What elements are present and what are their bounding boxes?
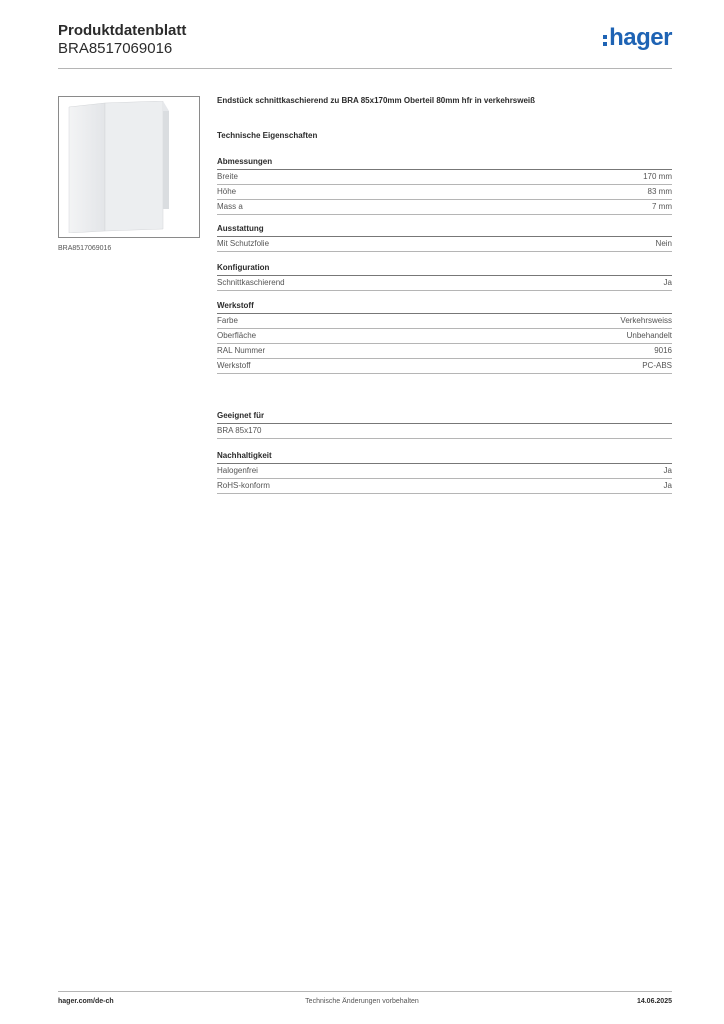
row-label: Mass a: [217, 202, 243, 211]
table-row: [217, 359, 672, 374]
section-title-technical: Technische Eigenschaften: [217, 131, 318, 140]
row-value: Ja: [663, 466, 672, 475]
row-value: 83 mm: [647, 187, 672, 196]
row-value: Ja: [663, 481, 672, 490]
row-label: Breite: [217, 172, 238, 181]
table-row: [217, 185, 672, 200]
row-label: RAL Nummer: [217, 346, 266, 355]
table-row: [217, 314, 672, 329]
document-title: Produktdatenblatt: [58, 22, 187, 39]
table-row: [217, 329, 672, 344]
group-title: Werkstoff: [217, 299, 672, 314]
group-abmessungen: [217, 155, 672, 215]
end-cap-product-icon: [65, 101, 171, 233]
logo-dots-icon: [603, 35, 607, 46]
row-label: Werkstoff: [217, 361, 251, 370]
table-row: [217, 424, 672, 439]
row-label: Höhe: [217, 187, 237, 196]
table-row: [217, 200, 672, 215]
row-label: Farbe: [217, 316, 238, 325]
footer-disclaimer: Technische Änderungen vorbehalten: [305, 998, 419, 1005]
row-value: Ja: [663, 278, 672, 287]
group-title: Nachhaltigkeit: [217, 449, 672, 464]
footer-divider: [58, 991, 672, 992]
row-value: 170 mm: [643, 172, 672, 181]
logo-text: hager: [609, 24, 672, 51]
row-label: RoHS-konform: [217, 481, 270, 490]
group-title: Ausstattung: [217, 222, 672, 237]
row-value: 7 mm: [652, 202, 672, 211]
group-werkstoff: [217, 299, 672, 374]
row-label: Oberfläche: [217, 331, 257, 340]
table-row: [217, 479, 672, 494]
product-description: Endstück schnittkaschierend zu BRA 85x170mm Oberteil 80mm hfr in verkehrsweiß: [217, 96, 536, 105]
hager-logo: [603, 26, 672, 50]
row-value: PC-ABS: [642, 361, 672, 370]
footer-date: 14.06.2025: [636, 998, 672, 1005]
group-konfiguration: [217, 261, 672, 291]
table-row: [217, 464, 672, 479]
group-title: Konfiguration: [217, 261, 672, 276]
row-value: 9016: [654, 346, 672, 355]
group-nachhaltigkeit: [217, 449, 672, 494]
row-label: Mit Schutzfolie: [217, 239, 270, 248]
row-value: Verkehrsweiss: [620, 316, 672, 325]
row-label: BRA 85x170: [217, 426, 262, 435]
group-geeignet-fuer: [217, 409, 672, 439]
row-value: Unbehandelt: [626, 331, 672, 340]
header-divider: [58, 68, 672, 69]
table-row: [217, 170, 672, 185]
row-label: Schnittkaschierend: [217, 278, 285, 287]
page-header: [58, 22, 672, 68]
product-image: [58, 96, 200, 238]
row-label: Halogenfrei: [217, 466, 258, 475]
product-number: BRA8517069016: [58, 40, 173, 57]
table-row: [217, 237, 672, 252]
image-caption: BRA8517069016: [58, 245, 112, 252]
footer-website-link[interactable]: hager.com/de-ch: [58, 998, 114, 1005]
table-row: [217, 276, 672, 291]
group-title: Geeignet für: [217, 409, 672, 424]
table-row: [217, 344, 672, 359]
row-value: Nein: [655, 239, 672, 248]
group-ausstattung: [217, 222, 672, 252]
group-title: Abmessungen: [217, 155, 672, 170]
